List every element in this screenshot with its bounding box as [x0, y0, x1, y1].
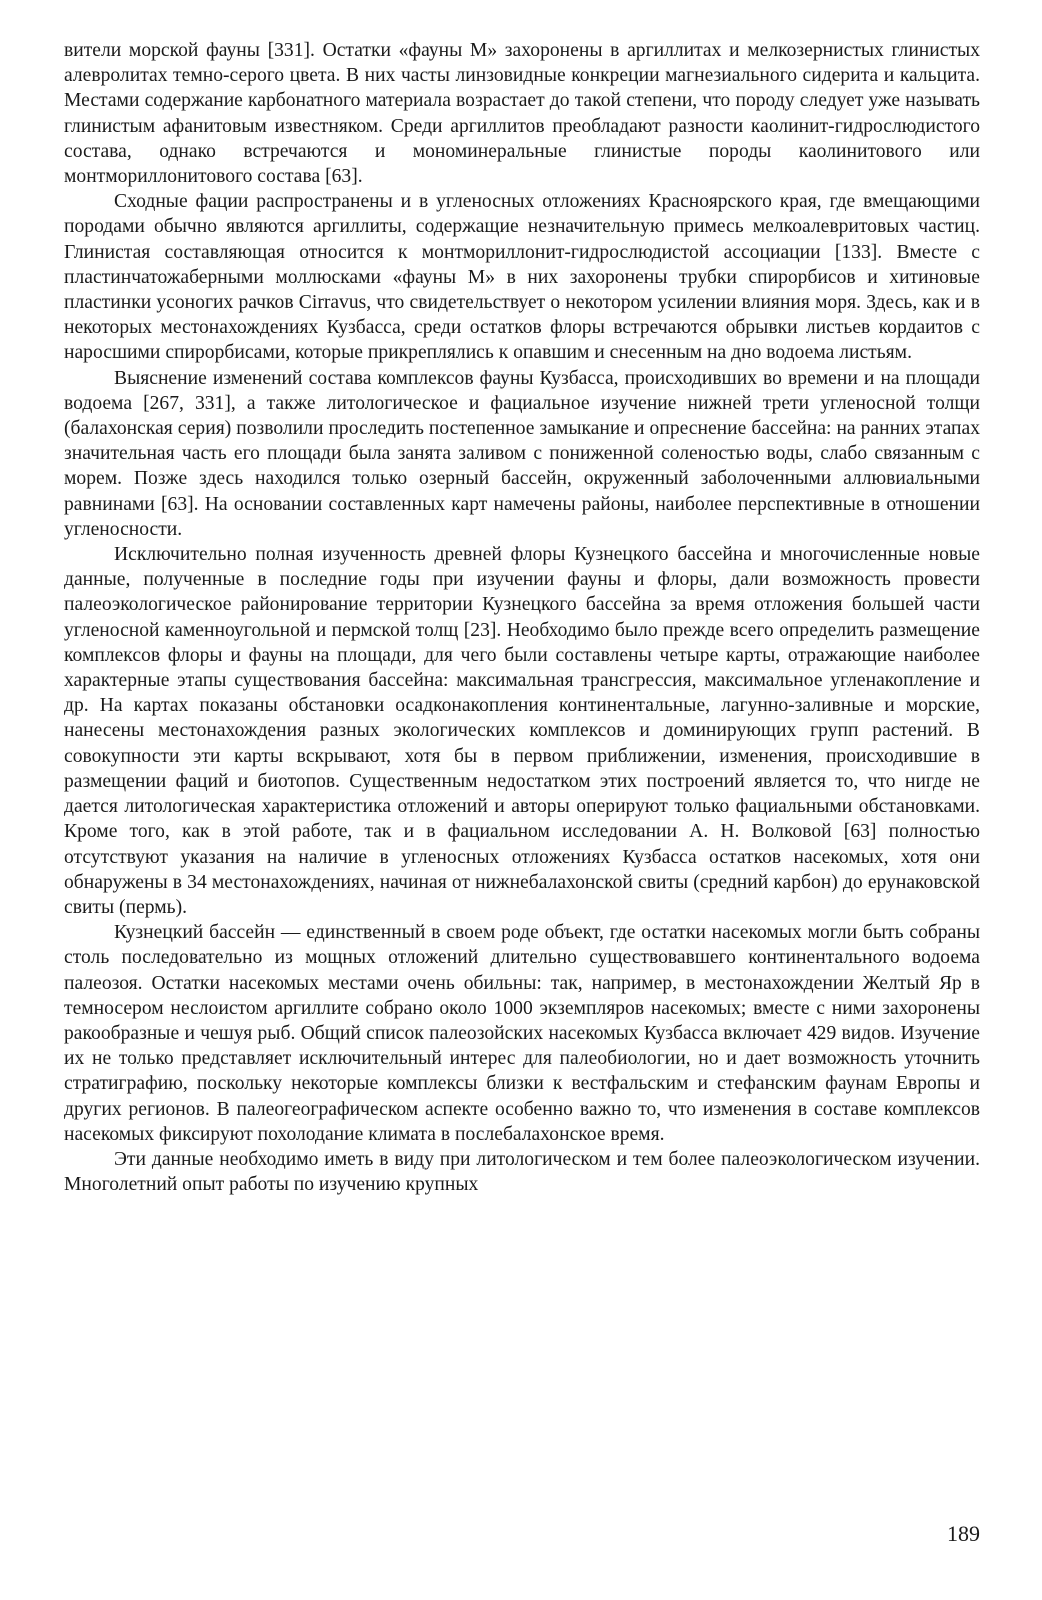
paragraph-1: вители морской фауны [331]. Остатки «фауны М» захоронены в аргиллитах и мелкозернистых глинистых алевролитах темно-серого цвета. В них часты линзовидные конкреции магнезиального сидерита и кальцита. Местами содержание карбонатного материала возрастает до такой степени, что породу следует уже называть глинистым афанитовым известняком. Среди аргиллитов преобладают разности каолинит-гидрослюдистого состава, однако встречаются и мономинеральные глинистые породы каолинитового или монтмориллонитового состава [63]. [64, 40, 980, 188]
page-body [64, 38, 980, 1197]
paragraph-2: Сходные фации распространены и в угленосных отложениях Красноярского края, где вмещающими породами обычно являются аргиллиты, содержащие незначительную примесь мелкоалевритовых частиц. Глинистая составляющая относится к монтмориллонит-гидрослюдистой ассоциации [133]. Вместе с пластинчатожаберными моллюсками «фауны М» в них захоронены трубки спирорбисов и хитиновые пластинки усоногих рачков Cirravus, что свидетельствует о некотором усилении влияния моря. Здесь, как и в некоторых местонахождениях Кузбасса, среди остатков флоры встречаются обрывки листьев кордаитов с наросшими спирорбисами, которые прикреплялись к опавшим и снесенным на дно водоема листьям. [64, 191, 980, 364]
paragraph-3: Выяснение изменений состава комплексов фауны Кузбасса, происходивших во времени и на площади водоема [267, 331], а также литологическое и фациальное изучение нижней трети угленосной толщи (балахонская серия) позволили проследить постепенное замыкание и опреснение бассейна: на ранних этапах значительная часть его площади была занята заливом с пониженной соленостью воды, слабо связанным с морем. Позже здесь находился только озерный бассейн, окруженный заболоченными аллювиальными равнинами [63]. На основании составленных карт намечены районы, наиболее перспективные в отношении угленосности. [64, 367, 980, 540]
page-number: 189 [947, 1521, 980, 1546]
paragraph-4: Исключительно полная изученность древней флоры Кузнецкого бассейна и многочисленные новые данные, полученные в последние годы при изучении фауны и флоры, дали возможность провести палеоэкологическое районирование территории Кузнецкого бассейна за время отложения большей части угленосной каменноугольной и пермской толщ [23]. Необходимо было прежде всего определить размещение комплексов флоры и фауны на площади, для чего были составлены четыре карты, отражающие наиболее характерные этапы существования бассейна: максимальная трансгрессия, максимальное угленакопление и др. На картах показаны обстановки осадконакопления континентальные, лагунно-заливные и морские, нанесены местонахождения разных экологических комплексов и доминирующих групп растений. В совокупности эти карты вскрывают, хотя бы в первом приближении, изменения, происходившие в размещении фаций и биотопов. Существенным недостатком этих построений является то, что нигде не дается литологическая характеристика отложений и авторы оперируют только фациальными обстановками. Кроме того, как в этой работе, так и в фациальном исследовании А. Н. Волковой [63] полностью отсутствуют указания на наличие в угленосных отложениях Кузбасса остатков насекомых, хотя они обнаружены в 34 местонахождениях, начиная от нижнебалахонской свиты (средний карбон) до ерунаковской свиты (пермь). [64, 544, 980, 918]
paragraph-5: Кузнецкий бассейн — единственный в своем роде объект, где остатки насекомых могли быть собраны столь последовательно из мощных отложений длительно существовавшего континентального водоема палеозоя. Остатки насекомых местами очень обильны: так, например, в местонахождении Желтый Яр в темносером неслоистом аргиллите собрано около 1000 экземпляров насекомых; вместе с ними захоронены ракообразные и чешуя рыб. Общий список палеозойских насекомых Кузбасса включает 429 видов. Изучение их не только представляет исключительный интерес для палеобиологии, но и дает возможность уточнить стратиграфию, поскольку некоторые комплексы близки к вестфальским и стефанским фаунам Европы и других регионов. В палеогеографическом аспекте особенно важно то, что изменения в составе комплексов насекомых фиксируют похолодание климата в послебалахонское время. [64, 922, 980, 1145]
paragraph-6: Эти данные необходимо иметь в виду при литологическом и тем более палеоэкологическом изучении. Многолетний опыт работы по изучению крупных [64, 1148, 980, 1196]
